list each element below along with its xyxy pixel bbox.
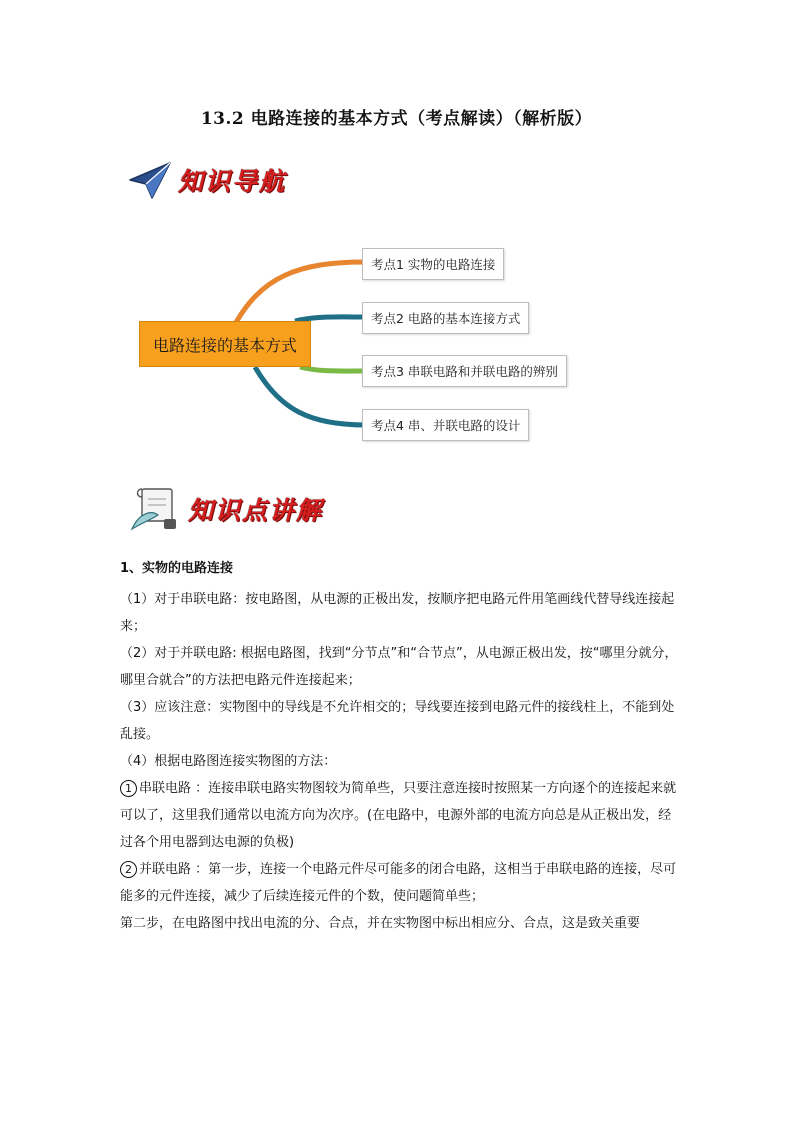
paragraph-6-text: 并联电路 ：第一步，连接一个电路元件尽可能多的闭合电路，这相当于串联电路的连接，尽可能多的元件连接，减少了后续连接元件的个数，使问题简单些； [120, 862, 677, 904]
paragraph-6 [120, 856, 680, 910]
content-section [120, 555, 680, 937]
paragraph-5-text: 串联电路 ：连接串联电路实物图较为简单些，只要注意连接时按照某一方向逐个的连接起来就可以了，这里我们通常以电流方向为次序。(在电路中，电源外部的电流方向总是从正极出发，经过各个用电器到达电源的负极) [120, 781, 677, 850]
knowledge-points-banner [128, 485, 323, 533]
scroll-quill-icon [128, 485, 180, 533]
paragraph-7: 第二步，在电路图中找出电流的分、合点，并在实物图中标出相应分、合点，这是致关重要 [120, 916, 641, 931]
paragraph-3: （3）应该注意：实物图中的导线是不允许相交的；导线要连接到电路元件的接线柱上，不能到处乱接。 [120, 700, 675, 742]
document-title: 13.2 电路连接的基本方式（考点解读）（解析版） [200, 109, 593, 129]
connector-4 [255, 367, 366, 425]
paragraph-4: （4）根据电路图连接实物图的方法： [120, 754, 337, 769]
paragraph-1: （1）对于串联电路：按电路图，从电源的正极出发，按顺序把电路元件用笔画线代替导线连接起来； [120, 592, 675, 634]
circled-number-2: 2 [120, 861, 137, 878]
paragraph-5 [120, 775, 680, 856]
knowledge-points-banner-text: 知识点讲解 [188, 496, 324, 525]
circled-number-1: 1 [120, 780, 137, 797]
mindmap-node-1: 考点1 实物的电路连接 [362, 248, 504, 280]
section-heading: 1、实物的电路连接 [120, 561, 234, 576]
mindmap-root: 电路连接的基本方式 [139, 321, 311, 367]
mindmap-node-4: 考点4 串、并联电路的设计 [362, 409, 529, 441]
paragraph-2: （2）对于并联电路: 根据电路图，找到“分节点”和“合节点”，从电源正极出发，按“哪里分就分，哪里合就合”的方法把电路元件连接起来； [120, 646, 678, 688]
mindmap-node-2: 考点2 电路的基本连接方式 [362, 302, 529, 334]
knowledge-nav-banner-text: 知识导航 [178, 167, 287, 196]
mindmap-node-3: 考点3 串联电路和并联电路的辨别 [362, 355, 567, 387]
connector-3 [300, 367, 366, 371]
